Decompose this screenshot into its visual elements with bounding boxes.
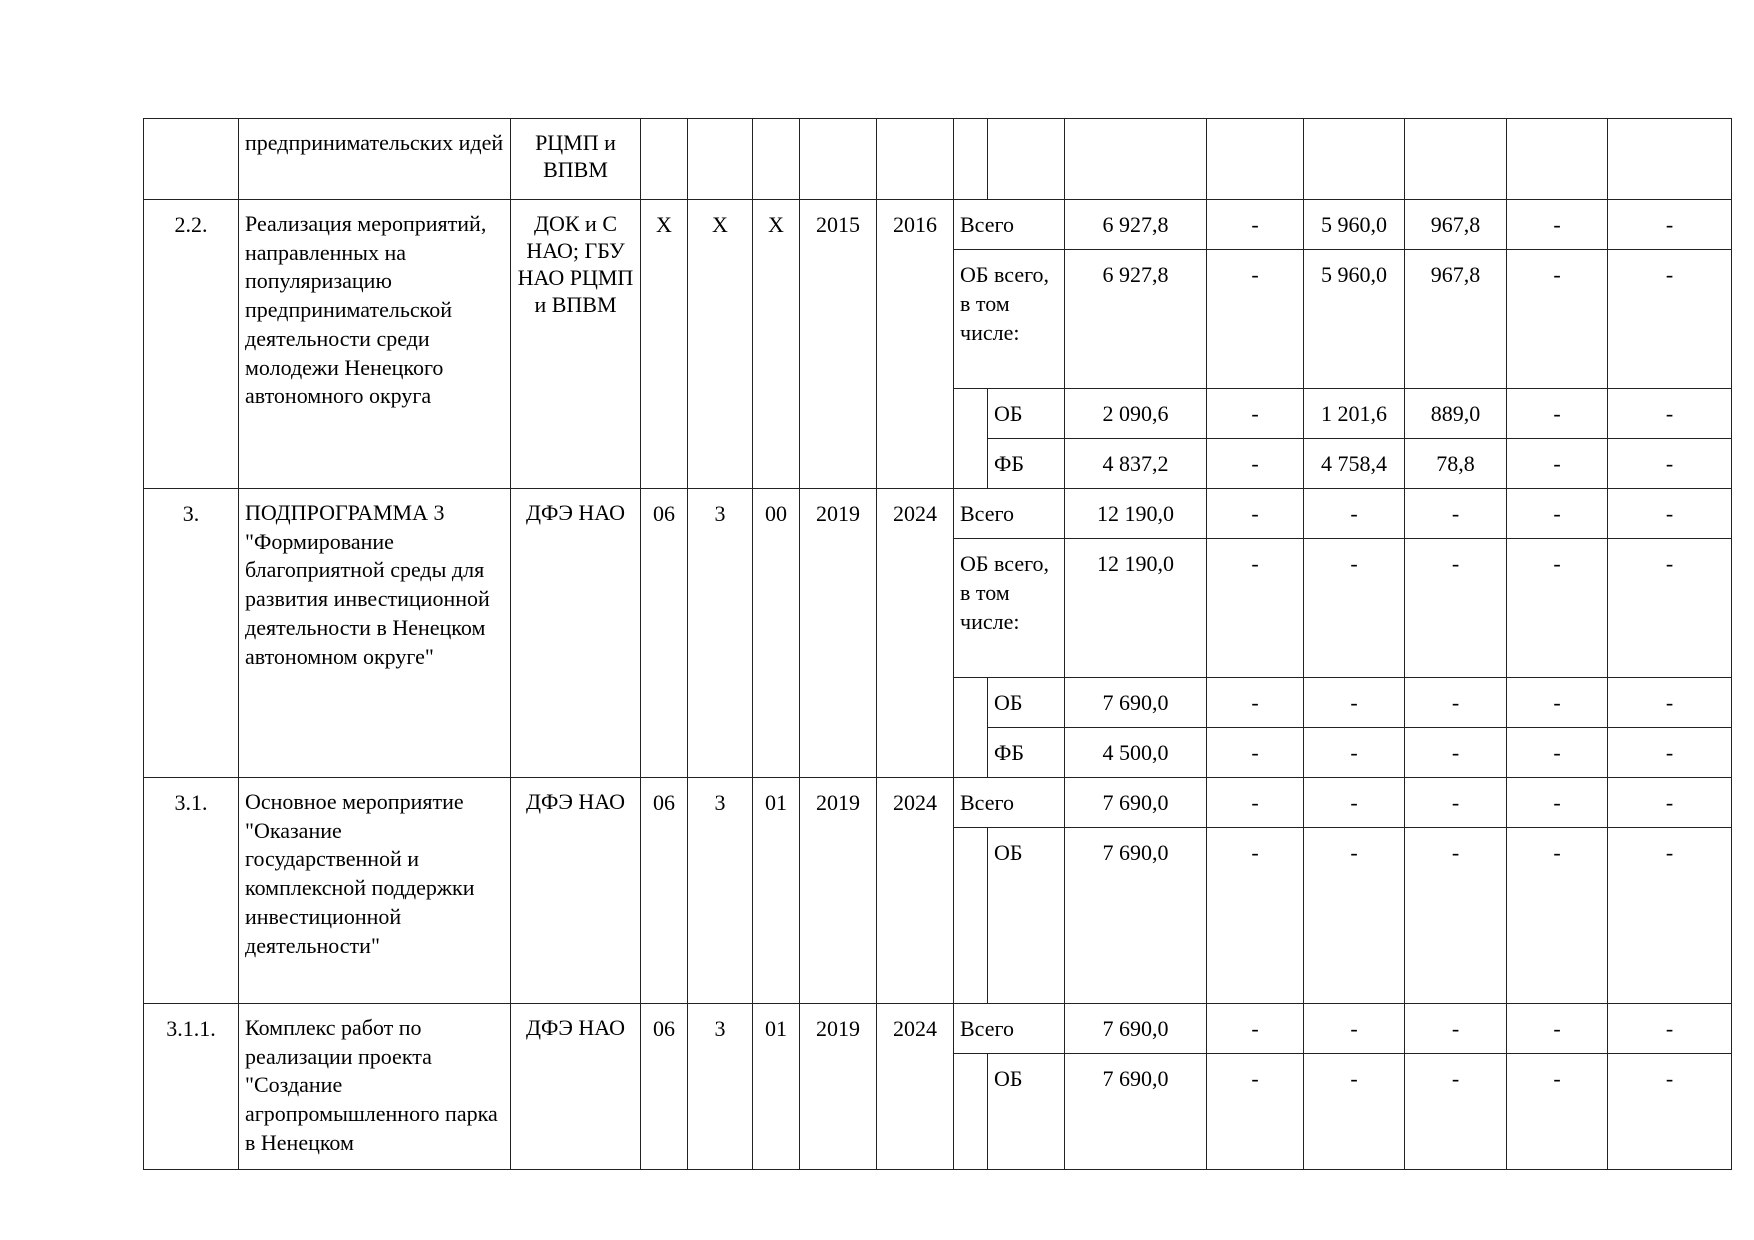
table-row [144, 489, 1732, 539]
end-year: 2024 [877, 489, 954, 778]
amount: - [1608, 778, 1732, 828]
row-number [144, 119, 239, 200]
code-cell: 00 [753, 489, 800, 778]
code-cell: 06 [641, 1004, 688, 1170]
code-cell: 3 [688, 1004, 753, 1170]
amount: - [1207, 489, 1304, 539]
amount: - [1304, 539, 1405, 678]
end-year: 2024 [877, 778, 954, 1004]
funding-source: ОБ [988, 389, 1065, 439]
amount: 6 927,8 [1065, 200, 1207, 250]
code-cell: 01 [753, 778, 800, 1004]
measure-name: Основное мероприятие "Оказание государственной и комплексной поддержки инвестиционной деятельности" [239, 778, 511, 1004]
start-year: 2019 [800, 489, 877, 778]
amount: - [1507, 728, 1608, 778]
amount: - [1304, 778, 1405, 828]
amount: - [1207, 678, 1304, 728]
amount: - [1304, 828, 1405, 1004]
amount: - [1608, 828, 1732, 1004]
amount: 4 837,2 [1065, 439, 1207, 489]
executor: ДФЭ НАО [511, 778, 641, 1004]
amount: 7 690,0 [1065, 778, 1207, 828]
amount: 12 190,0 [1065, 489, 1207, 539]
amount: - [1207, 539, 1304, 678]
table-row [144, 1004, 1732, 1054]
amount: - [1304, 1004, 1405, 1054]
amount: - [1608, 539, 1732, 678]
table-row [144, 119, 1732, 200]
funding-source: ОБ [988, 828, 1065, 1004]
amount: - [1507, 200, 1608, 250]
measure-name: Комплекс работ по реализации проекта "Создание агропромышленного парка в Ненецком [239, 1004, 511, 1170]
amount: - [1405, 539, 1507, 678]
amount: - [1405, 828, 1507, 1004]
amount: 889,0 [1405, 389, 1507, 439]
amount: - [1304, 728, 1405, 778]
funding-source: ФБ [988, 439, 1065, 489]
amount: - [1207, 828, 1304, 1004]
row-number: 3.1. [144, 778, 239, 1004]
amount: 4 758,4 [1304, 439, 1405, 489]
amount: - [1507, 439, 1608, 489]
amount: 7 690,0 [1065, 828, 1207, 1004]
funding-source: ОБ [988, 1054, 1065, 1170]
code-cell: X [753, 200, 800, 489]
code-cell: 01 [753, 1004, 800, 1170]
amount: - [1207, 1004, 1304, 1054]
funding-source: ОБ всего, в том числе: [954, 539, 1065, 678]
amount: - [1507, 678, 1608, 728]
amount: - [1608, 489, 1732, 539]
amount: - [1608, 250, 1732, 389]
amount: - [1507, 489, 1608, 539]
amount: 6 927,8 [1065, 250, 1207, 389]
amount: - [1507, 539, 1608, 678]
amount: - [1507, 1004, 1608, 1054]
row-number: 2.2. [144, 200, 239, 489]
amount: 1 201,6 [1304, 389, 1405, 439]
amount: - [1507, 250, 1608, 389]
amount: - [1207, 200, 1304, 250]
amount: 5 960,0 [1304, 250, 1405, 389]
code-cell: 06 [641, 489, 688, 778]
amount: - [1608, 678, 1732, 728]
code-cell: X [641, 200, 688, 489]
funding-source: ОБ всего, в том числе: [954, 250, 1065, 389]
table-row [144, 778, 1732, 828]
executor: ДФЭ НАО [511, 1004, 641, 1170]
amount: - [1507, 778, 1608, 828]
amount: - [1207, 1054, 1304, 1170]
amount: - [1405, 489, 1507, 539]
amount: 78,8 [1405, 439, 1507, 489]
amount: 967,8 [1405, 250, 1507, 389]
amount: - [1405, 1004, 1507, 1054]
amount: - [1405, 778, 1507, 828]
amount: - [1608, 1004, 1732, 1054]
amount: - [1304, 1054, 1405, 1170]
amount: 7 690,0 [1065, 1004, 1207, 1054]
amount: - [1405, 728, 1507, 778]
amount: 4 500,0 [1065, 728, 1207, 778]
start-year: 2019 [800, 778, 877, 1004]
amount: - [1207, 778, 1304, 828]
executor: ДОК и С НАО; ГБУ НАО РЦМП и ВПВМ [511, 200, 641, 489]
amount: - [1507, 389, 1608, 439]
amount: - [1405, 678, 1507, 728]
amount: - [1507, 1054, 1608, 1170]
table-row [144, 200, 1732, 250]
amount: - [1207, 389, 1304, 439]
amount: 5 960,0 [1304, 200, 1405, 250]
amount: - [1608, 439, 1732, 489]
measure-name: ПОДПРОГРАММА 3 "Формирование благоприятной среды для развития инвестиционной деятельности в Ненецком автономном округе" [239, 489, 511, 778]
start-year: 2019 [800, 1004, 877, 1170]
amount: - [1507, 828, 1608, 1004]
budget-table [143, 118, 1732, 1170]
row-number: 3.1.1. [144, 1004, 239, 1170]
amount: 967,8 [1405, 200, 1507, 250]
funding-source: Всего [954, 200, 1065, 250]
measure-name: предпринимательских идей [239, 119, 511, 200]
executor: РЦМП и ВПВМ [511, 119, 641, 200]
amount: 12 190,0 [1065, 539, 1207, 678]
amount: 7 690,0 [1065, 678, 1207, 728]
code-cell: 06 [641, 778, 688, 1004]
amount: - [1207, 439, 1304, 489]
code-cell: 3 [688, 778, 753, 1004]
amount: - [1405, 1054, 1507, 1170]
row-number: 3. [144, 489, 239, 778]
amount: - [1608, 389, 1732, 439]
amount: - [1304, 489, 1405, 539]
funding-source: ФБ [988, 728, 1065, 778]
amount: - [1608, 728, 1732, 778]
amount: 7 690,0 [1065, 1054, 1207, 1170]
funding-source: Всего [954, 489, 1065, 539]
end-year: 2024 [877, 1004, 954, 1170]
amount: - [1207, 250, 1304, 389]
funding-source: Всего [954, 778, 1065, 828]
amount: - [1304, 678, 1405, 728]
end-year: 2016 [877, 200, 954, 489]
amount: - [1608, 200, 1732, 250]
amount: - [1608, 1054, 1732, 1170]
start-year: 2015 [800, 200, 877, 489]
amount: 2 090,6 [1065, 389, 1207, 439]
code-cell: X [688, 200, 753, 489]
funding-source: Всего [954, 1004, 1065, 1054]
funding-source: ОБ [988, 678, 1065, 728]
amount: - [1207, 728, 1304, 778]
code-cell: 3 [688, 489, 753, 778]
executor: ДФЭ НАО [511, 489, 641, 778]
measure-name: Реализация мероприятий, направленных на популяризацию предпринимательской деятельности среди молодежи Ненецкого автономного округа [239, 200, 511, 489]
